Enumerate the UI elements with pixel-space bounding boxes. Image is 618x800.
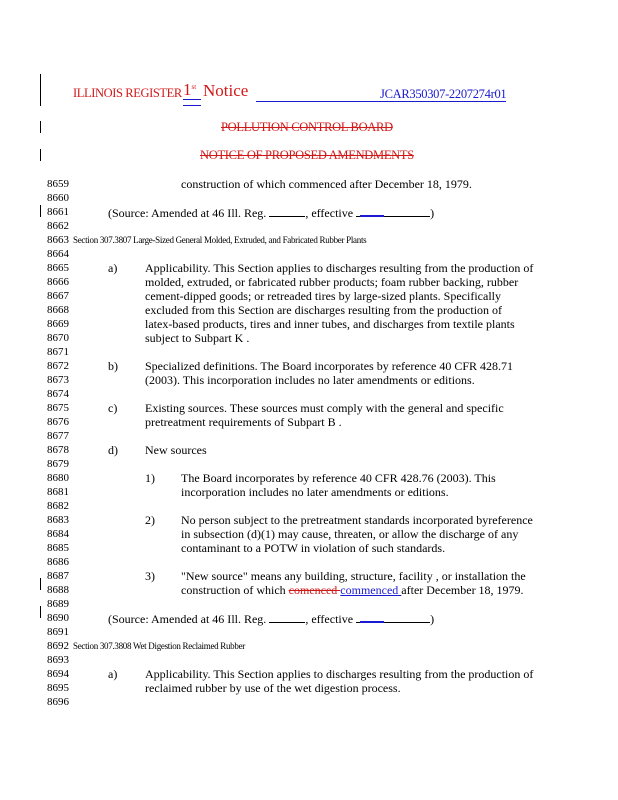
line-number: 8676 — [47, 416, 69, 428]
notice-label: Notice — [203, 81, 249, 100]
notice-title: NOTICE OF PROPOSED AMENDMENTS — [200, 148, 414, 162]
line-number: 8661 — [47, 206, 69, 218]
line-number: 8665 — [47, 262, 69, 274]
paragraph-line: New sources — [145, 443, 207, 457]
line-number: 8671 — [47, 346, 69, 358]
line-number: 8677 — [47, 430, 69, 442]
line-number: 8685 — [47, 542, 69, 554]
line-number: 8680 — [47, 472, 69, 484]
paragraph-line: Applicability. This Section applies to discharges resulting from the production of — [145, 667, 534, 681]
source-text: ll. Reg. — [231, 206, 270, 220]
paragraph-line: latex-based products, tires and inner tubes, and discharges from textile plants — [145, 317, 515, 331]
line-number: 8696 — [47, 696, 69, 708]
line-number: 8660 — [47, 192, 69, 204]
line-number: 8664 — [47, 248, 69, 260]
subsection-label: 2) — [145, 513, 155, 527]
line-number: 8679 — [47, 458, 69, 470]
line-number: 8678 — [47, 444, 69, 456]
paragraph-line: cement-dipped goods; or retreaded tires by large-sized plants. Specifically — [145, 289, 501, 303]
paragraph-line: The Board incorporates by reference 40 CFR 428.76 (2003). This — [181, 471, 496, 485]
paragraph-line: "New source" means any building, structure, facility , or installation the — [181, 569, 526, 583]
line-number: 8692 — [47, 640, 69, 652]
line-number: 8682 — [47, 500, 69, 512]
deleted-text: comenced — [288, 583, 341, 597]
line-number: 8693 — [47, 654, 69, 666]
source-text: , effective — [305, 612, 357, 626]
line-number: 8668 — [47, 304, 69, 316]
body-line: construction of which commenced after December 18, 1979. — [181, 177, 472, 191]
line-number: 8687 — [47, 570, 69, 582]
source-text: (Source: Amended at 46 I — [108, 206, 232, 220]
source-note — [108, 611, 434, 626]
board-title: POLLUTION CONTROL BOARD — [221, 120, 393, 134]
paragraph-line: Existing sources. These sources must comply with the general and specific — [145, 401, 504, 415]
change-bar — [40, 121, 41, 133]
source-text: ) — [430, 612, 435, 626]
change-bar — [40, 74, 41, 106]
paragraph-line: in subsection (d)(1) may cause, threaten, or allow the discharge of any — [181, 527, 519, 541]
effective-date-blank — [356, 205, 430, 217]
subsection-label: a) — [108, 261, 118, 275]
source-text: , effective — [305, 206, 357, 220]
page-number-value: 1 — [183, 80, 192, 99]
source-note — [108, 205, 434, 220]
paragraph-text: construction of which — [181, 583, 289, 597]
paragraph-line: Specialized definitions. The Board incorporates by reference 40 CFR 428.71 — [145, 359, 514, 373]
source-text: (Source: Amended at 46 I — [108, 612, 232, 626]
register-issue-blank — [269, 611, 305, 623]
paragraph-line — [181, 583, 524, 597]
line-number: 8672 — [47, 360, 69, 372]
paragraph-line: Applicability. This Section applies to discharges resulting from the production of — [145, 261, 534, 275]
line-number: 8669 — [47, 318, 69, 330]
line-number: 8691 — [47, 626, 69, 638]
header-double-underline — [183, 99, 201, 106]
subsection-label: c) — [108, 401, 118, 415]
paragraph-line: No person subject to the pretreatment standards incorporated byreference — [181, 513, 533, 527]
line-number: 8689 — [47, 598, 69, 610]
register-issue-blank — [269, 205, 305, 217]
paragraph-line: incorporation includes no later amendments or editions. — [181, 485, 449, 499]
effective-date-blank — [356, 611, 430, 623]
subsection-label: 1) — [145, 471, 155, 485]
line-number: 8662 — [47, 220, 69, 232]
subsection-label: b) — [108, 359, 118, 373]
page-number — [183, 80, 196, 100]
inserted-text: commenced — [340, 583, 402, 597]
change-bar — [40, 149, 41, 161]
paragraph-text: after December 18, 1979. — [401, 583, 524, 597]
line-number: 8694 — [47, 668, 69, 680]
line-number: 8659 — [47, 178, 69, 190]
paragraph-line: reclaimed rubber by use of the wet digestion process. — [145, 681, 401, 695]
subsection-label: 3) — [145, 569, 155, 583]
subsection-label: d) — [108, 443, 118, 457]
line-number: 8673 — [47, 374, 69, 386]
line-number: 8674 — [47, 388, 69, 400]
change-bar — [40, 205, 41, 217]
line-number: 8688 — [47, 584, 69, 596]
paragraph-line: (2003). This incorporation includes no later amendments or editions. — [145, 373, 475, 387]
jcar-number: JCAR350307-2207274r01 — [380, 87, 507, 101]
section-heading: Section 307.3807 Large-Sized General Molded, Extruded, and Fabricated Rubber Plants — [73, 235, 367, 245]
line-number: 8666 — [47, 276, 69, 288]
section-heading: Section 307.3808 Wet Digestion Reclaimed Rubber — [73, 641, 245, 651]
line-number: 8663 — [47, 234, 69, 246]
line-number: 8683 — [47, 514, 69, 526]
paragraph-line: pretreatment requirements of Subpart B . — [145, 415, 342, 429]
register-title: ILLINOIS REGISTER — [73, 86, 182, 100]
line-number: 8670 — [47, 332, 69, 344]
line-number: 8686 — [47, 556, 69, 568]
line-number: 8695 — [47, 682, 69, 694]
paragraph-line: excluded from this Section are discharges resulting from the production of — [145, 303, 503, 317]
paragraph-line: subject to Subpart K . — [145, 331, 250, 345]
subsection-label: a) — [108, 667, 118, 681]
change-bar — [40, 578, 41, 590]
paragraph-line: contaminant to a POTW in violation of such standards. — [181, 541, 446, 555]
line-number: 8690 — [47, 612, 69, 624]
line-number: 8681 — [47, 486, 69, 498]
page-number-suffix: st — [191, 83, 197, 91]
paragraph-line: molded, extruded, or fabricated rubber products; foam rubber backing, rubber — [145, 275, 519, 289]
change-bar — [40, 606, 41, 618]
line-number: 8684 — [47, 528, 69, 540]
source-text: ll. Reg. — [231, 612, 270, 626]
line-number: 8667 — [47, 290, 69, 302]
source-text: ) — [430, 206, 435, 220]
line-number: 8675 — [47, 402, 69, 414]
